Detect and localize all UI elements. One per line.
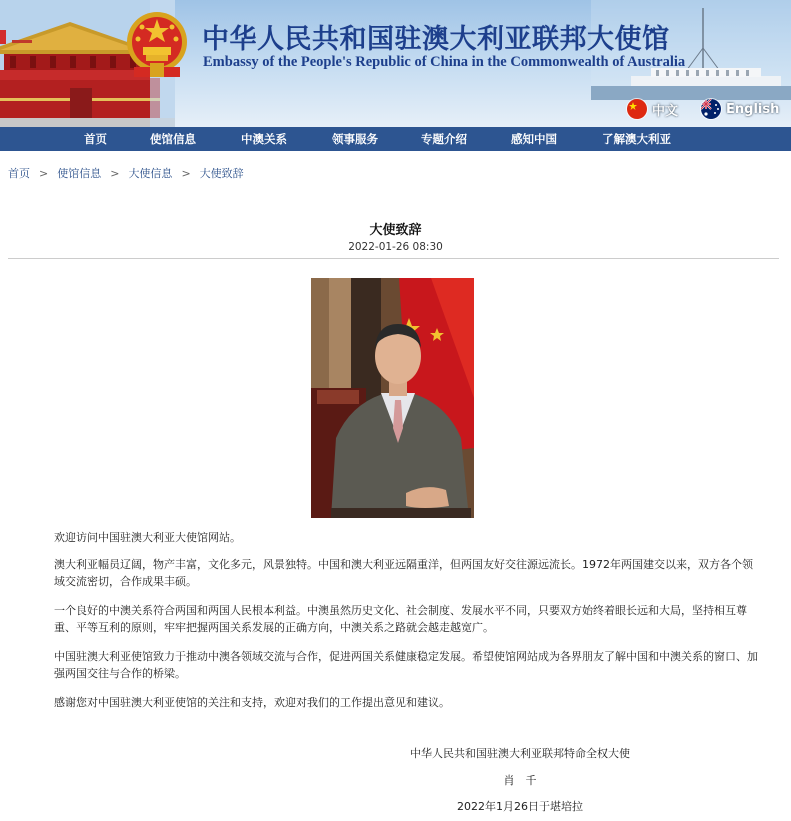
breadcrumb-current-page[interactable]: 大使致辞 [199,167,244,180]
australia-flag-icon [700,98,722,120]
signature-name: 肖 千 [503,774,537,787]
breadcrumb-separator-icon: > [110,167,120,180]
nav-item-embassy-info[interactable]: 使馆信息 [150,132,196,146]
divider [8,258,779,259]
nav-item-consular-services[interactable]: 领事服务 [332,132,378,146]
ambassador-portrait-image [311,278,474,518]
article-paragraph: 中国驻澳大利亚使馆致力于推动中澳各领域交流与合作，促进两国关系健康稳定发展。希望使馆网站成为各界朋友了解中国和中澳关系的窗口、加强两国交往与合作的桥梁。 [54,650,758,680]
language-chinese-label: 中文 [652,103,679,119]
nav-item-perceive-china[interactable]: 感知中国 [511,132,557,146]
signature-organization: 中华人民共和国驻澳大利亚联邦特命全权大使 [410,747,630,760]
article-paragraph: 一个良好的中澳关系符合两国和两国人民根本利益。中澳虽然历史文化、社会制度、发展水平不同，只要双方始终着眼长远和大局，坚持相互尊重、平等互利的原则，牢牢把握两国关系发展的正确方向，中澳关系之路就会越走越宽广。 [54,604,747,634]
nav-item-about-australia[interactable]: 了解澳大利亚 [602,132,671,146]
main-nav [0,127,791,151]
breadcrumb-separator-icon: > [181,167,191,180]
china-flag-icon [626,98,648,120]
breadcrumb-ambassador-info[interactable]: 大使信息 [128,167,173,180]
header-banner [0,0,791,127]
article-title: 大使致辞 [369,223,422,238]
article-paragraph: 欢迎访问中国驻澳大利亚大使馆网站。 [54,531,241,544]
signature-date-place: 2022年1月26日于堪培拉 [457,800,583,813]
article-date: 2022-01-26 08:30 [348,241,443,253]
nav-item-home[interactable]: 首页 [84,132,107,146]
language-english-label: English [726,101,780,117]
site-title-chinese: 中华人民共和国驻澳大利亚联邦大使馆 [202,24,670,55]
breadcrumb-separator-icon: > [39,167,49,180]
article-paragraph: 感谢您对中国驻澳大利亚使馆的关注和支持，欢迎对我们的工作提出意见和建议。 [54,696,450,709]
nav-item-china-australia-relations[interactable]: 中澳关系 [241,132,287,146]
language-chinese-link[interactable] [626,98,678,120]
language-english-link[interactable] [700,98,779,120]
site-title-english: Embassy of the People's Republic of China in the Commonwealth of Australia [203,54,686,70]
article-paragraph: 澳大利亚幅员辽阔，物产丰富，文化多元，风景独特。中国和澳大利亚远隔重洋，但两国友好交往源远流长。1972年两国建交以来，双方各个领域交流密切，合作成果丰硕。 [54,558,753,588]
breadcrumb-embassy-info[interactable]: 使馆信息 [57,167,102,180]
national-emblem-icon [124,9,190,81]
breadcrumb [8,165,244,181]
breadcrumb-home[interactable]: 首页 [8,167,30,180]
nav-item-special-topics[interactable]: 专题介绍 [421,132,467,146]
